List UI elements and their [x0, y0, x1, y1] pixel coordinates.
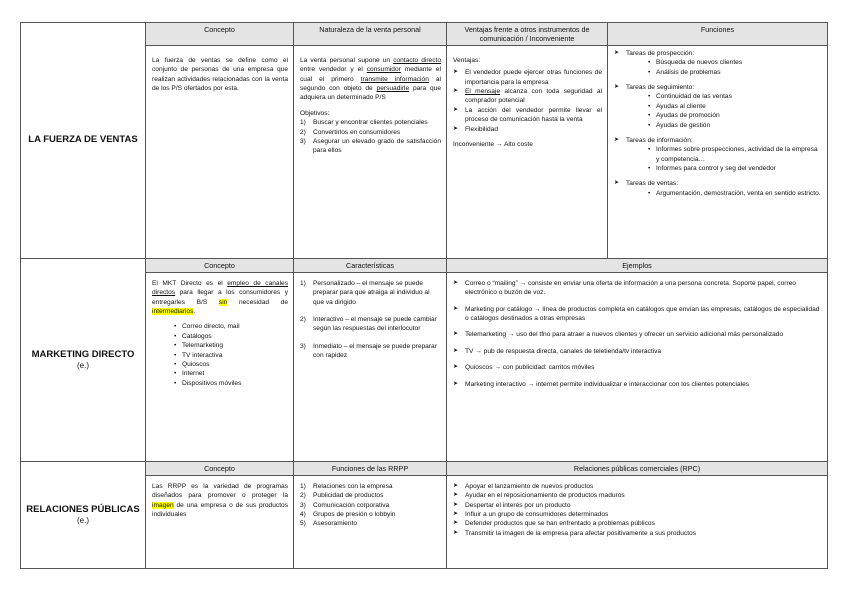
section-relaciones-publicas: [21, 461, 827, 568]
list-item: ➤ Quioscos → con publicidad: carritos móviles: [453, 363, 822, 372]
list-item: 1) Relaciones con la empresa: [300, 483, 393, 490]
list-item: 3) Asegurar un elevado grado de satisfacción para ellos: [300, 137, 441, 155]
section-header: [146, 259, 827, 273]
concepto-cell: [146, 46, 294, 258]
header-ventajas: Ventajas frente a otros instrumentos de comunicación / Inconveniente: [447, 23, 608, 45]
concepto-text: Las RRPP es la variedad de programas diseñados para promover o proteger la imagen de una empresa o de sus productos individuales: [152, 483, 288, 519]
list-item: ➤ Marketing interactivo → internet permite individualizar e interaccionar con los clientes potenciales: [453, 380, 822, 389]
section-header: [146, 23, 827, 46]
list-item: ➤ Flexibilidad: [453, 125, 602, 134]
list-item: ➤ Tareas de seguimiento: • Continuidad de las ventas • Ayudas al cliente • Ayudas de promoción • Ayudas de gestión: [614, 83, 822, 136]
canales-list: [152, 322, 288, 388]
header-ejemplos: Ejemplos: [622, 261, 652, 270]
header-concepto: Concepto: [146, 462, 294, 475]
list-item: • Análisis de problemas: [648, 68, 822, 77]
list-item: • Informes sobre prospecciones, actividad de la empresa y competencia…: [648, 145, 822, 164]
list-item: • Continuidad de las ventas: [648, 92, 822, 101]
list-item: ➤ Despertar el interés por un producto: [453, 501, 822, 510]
summary-table: [20, 22, 828, 569]
concepto-text: El MKT Directo es el empleo de canales directos para llegar a los consumidores y entregarles B/S sin necesidad de intermediarios.: [152, 280, 288, 316]
row-label: [21, 259, 146, 461]
rpc-list: [453, 482, 822, 538]
list-item: 3) Comunicación corporativa: [300, 501, 390, 509]
row-label-text: RELACIONES PÚBLICAS: [26, 503, 140, 515]
ventajas-cell: [447, 46, 608, 258]
concepto-text: La fuerza de ventas se define como el conjunto de personas de una empresa que realizan actividades relacionadas con la venta de los P/S ofertados por esta.: [152, 57, 288, 93]
caracteristicas-cell: [294, 273, 447, 461]
funciones-rrpp-list: [300, 482, 441, 529]
list-item: 2) Interactivo – el mensaje se puede cambiar según las respuestas del interlocutor: [300, 316, 437, 333]
list-item: ➤ Marketing por catálogo → línea de productos completa en catálogos que envían las empresas, catálogos de especialidad o catálogos destinados a otras empresas: [453, 305, 822, 324]
header-funciones-rrpp: Funciones de las RRPP: [294, 462, 447, 475]
funciones-cell: [608, 46, 827, 258]
list-item: • Ayudas al cliente: [648, 102, 822, 111]
list-item: 2) Publicidad de productos: [300, 492, 384, 500]
ventajas-list: [453, 68, 602, 134]
list-item: ➤ Correo o “mailing” → consiste en enviar una oferta de información a una persona concreta. Soporte papel, correo electrónico o buzón de voz.: [453, 279, 822, 298]
list-item: • Internet: [174, 369, 288, 378]
header-funciones: Funciones: [700, 25, 735, 34]
inconveniente-text: Inconveniente → Alto coste: [453, 140, 533, 148]
naturaleza-text: La venta personal supone un contacto directo entre vendedor y el consumidor mediante el cual el primero transmite información al segundo con objeto de persuadirle para que adquiera un determinado P/S: [300, 57, 442, 102]
list-item: • Telemarketing: [174, 341, 288, 350]
list-item: 1) Personalizado – el mensaje se puede preparar para que atraiga al individuo al que va dirigido: [300, 280, 430, 306]
list-item: ➤ Tareas de ventas: • Argumentación, demostración, venta en sentido estricto.: [614, 179, 822, 198]
ejemplos-cell: [447, 273, 827, 461]
list-item: • TV interactiva: [174, 351, 288, 360]
list-item: ➤ Influir a un grupo de consumidores determinados: [453, 510, 822, 519]
list-item: ➤ Ayudar en el reposicionamiento de productos maduros: [453, 491, 822, 500]
list-item: • Búsqueda de nuevos clientes: [648, 58, 822, 67]
objetivos-title: Objetivos:: [300, 109, 330, 117]
section-marketing-directo: [21, 258, 827, 461]
list-item: • Quioscos: [174, 360, 288, 369]
objetivos-list: [300, 118, 441, 155]
row-label-text: MARKETING DIRECTO: [31, 348, 135, 360]
concepto-cell: [146, 273, 294, 461]
list-item: • Catálogos: [174, 332, 288, 341]
ventajas-title: Ventajas:: [453, 57, 481, 64]
section-header: [146, 462, 827, 476]
list-item: • Informes para control y seg del vendedor: [648, 164, 822, 173]
list-item: 3) Inmediato – el mensaje se puede preparar con rapidez: [300, 342, 437, 360]
row-label-sub: (e.): [77, 360, 89, 370]
rpc-cell: [447, 476, 827, 568]
list-item: • Argumentación, demostración, venta en sentido estricto.: [648, 189, 822, 198]
header-caracteristicas: Características: [294, 259, 447, 272]
list-item: ➤ Transmitir la imagen de la empresa para afectar positivamente a sus productos: [453, 529, 822, 538]
list-item: ➤ Telemarketing → uso del tfno para atraer a nuevos clientes y ofrecer un servicio adicional más personalizado: [453, 330, 822, 339]
list-item: 5) Asesoramiento: [300, 520, 357, 528]
list-item: 4) Grupos de presión o lobbyin: [300, 511, 396, 519]
list-item: • Dispositivos móviles: [174, 379, 288, 388]
header-rpc: Relaciones públicas comerciales (RPC): [573, 464, 701, 473]
caracteristicas-list: [300, 279, 441, 361]
header-concepto: Concepto: [146, 23, 294, 45]
row-label-text: LA FUERZA DE VENTAS: [28, 134, 138, 146]
funciones-list: [614, 49, 822, 198]
list-item: ➤ Tareas de prospección: • Búsqueda de nuevos clientes • Análisis de problemas: [614, 49, 822, 83]
header-naturaleza: Naturaleza de la venta personal: [294, 23, 447, 45]
row-label: [21, 23, 146, 258]
ejemplos-list: [453, 279, 822, 389]
list-item: ➤ El vendedor puede ejercer otras funciones de importancia para la empresa: [453, 68, 602, 87]
row-label-sub: (e.): [77, 515, 89, 525]
list-item: 1) Buscar y encontrar clientes potenciales: [300, 119, 428, 127]
concepto-cell: [146, 476, 294, 568]
list-item: ➤ El mensaje alcanza con toda seguridad al comprador potencial: [453, 87, 602, 106]
list-item: ➤ Apoyar el lanzamiento de nuevos productos: [453, 482, 822, 491]
list-item: • Ayudas de promoción: [648, 111, 822, 120]
list-item: ➤ La acción del vendedor permite llevar el proceso de comunicación hasta la venta: [453, 106, 602, 125]
list-item: • Correo directo, mail: [174, 322, 288, 331]
header-concepto: Concepto: [146, 259, 294, 272]
list-item: ➤ TV → pub de respuesta directa, canales de teletienda/tv interactiva: [453, 347, 822, 356]
list-item: • Ayudas de gestión: [648, 121, 822, 130]
funciones-rrpp-cell: [294, 476, 447, 568]
list-item: ➤ Tareas de información: • Informes sobre prospecciones, actividad de la empresa y competencia… • Informes para control y seg del vendedor: [614, 136, 822, 179]
section-fuerza-de-ventas: [21, 23, 827, 258]
row-label: [21, 462, 146, 568]
list-item: ➤ Defender productos que se han enfrentado a problemas públicos: [453, 519, 822, 528]
naturaleza-cell: [294, 46, 447, 258]
list-item: 2) Convertirlos en consumidores: [300, 128, 401, 136]
